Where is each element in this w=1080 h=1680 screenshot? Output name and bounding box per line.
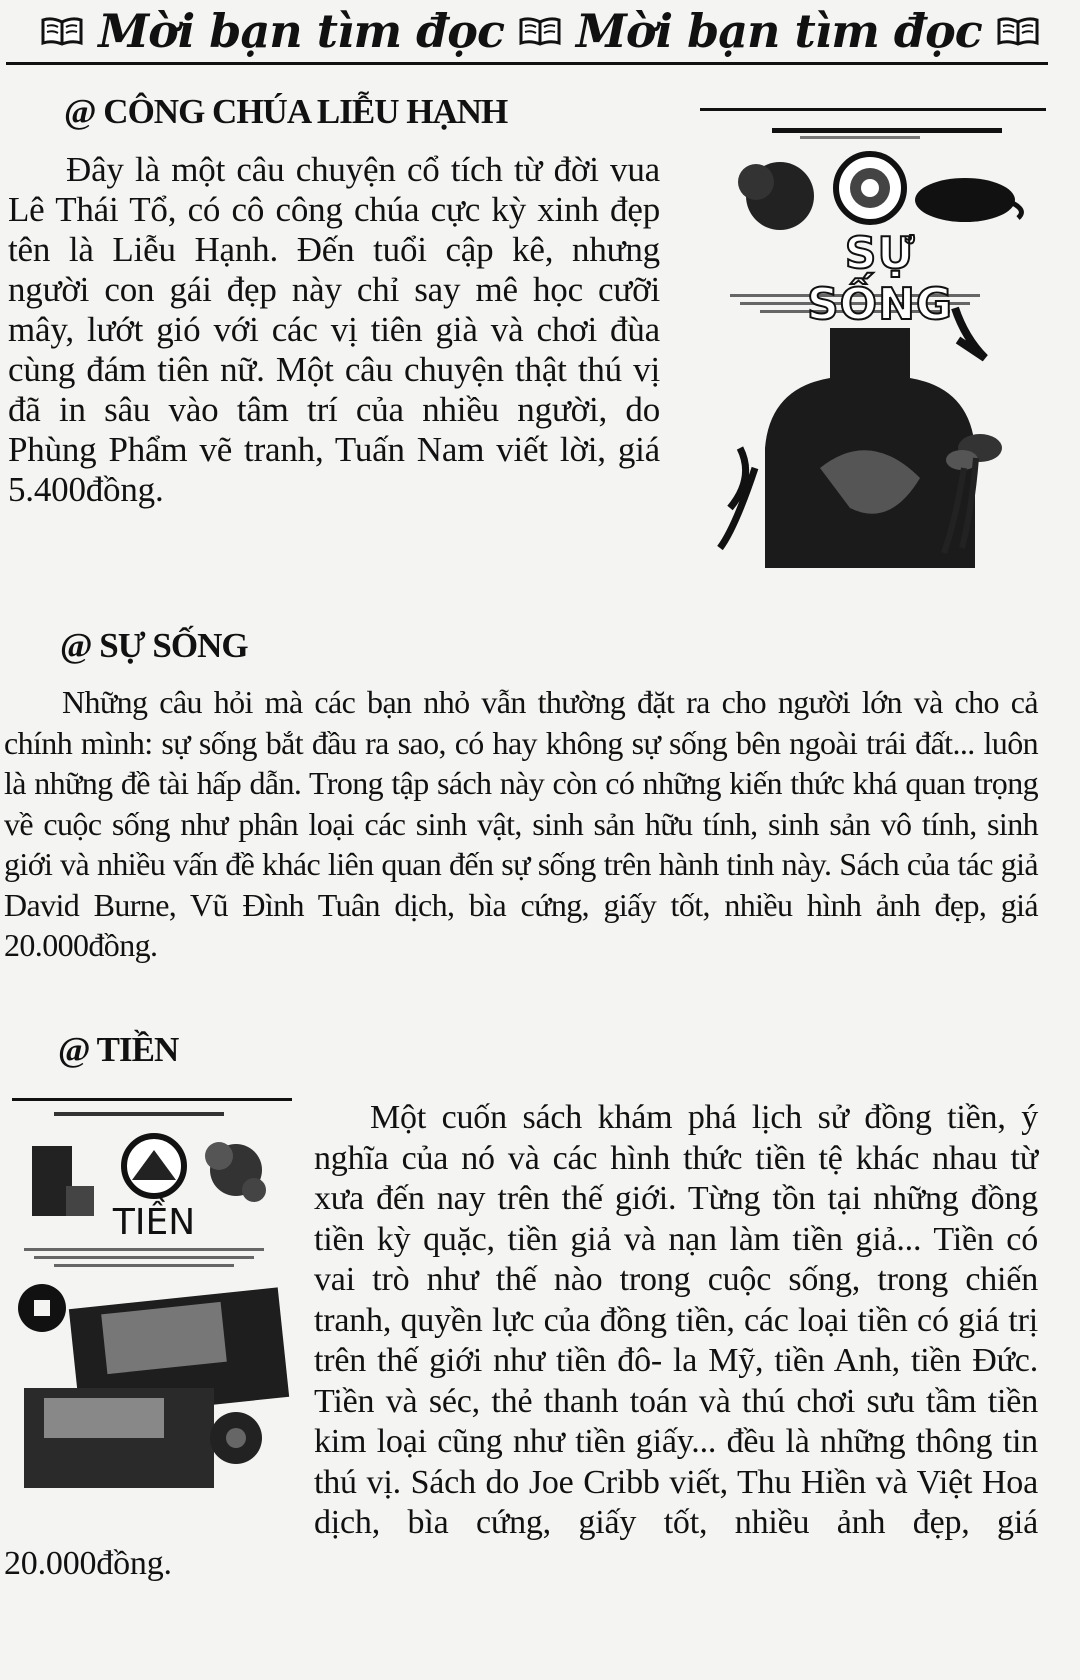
open-book-icon: [518, 16, 562, 46]
article-body-tien-container: [4, 1098, 1038, 1584]
open-book-icon: [996, 16, 1040, 46]
article-body-cong-chua-lieu-hanh: Đây là một câu chuyện cổ tích từ đời vua Lê Thái Tổ, có cô công chúa cực kỳ xinh đẹp tên là Liễu Hạnh. Đến tuổi cập kê, nhưng người con gái đẹp này chỉ say mê học cưỡi mây, lướt gió với các vị tiên già và chơi đùa cùng đám tiên nữ. Một câu chuyện thật thú vị đã in sâu vào tâm trí của nhiều người, do Phùng Phẩm vẽ tranh, Tuấn Nam viết lời, giá 5.400đồng.: [8, 150, 660, 509]
article-title-tien: @ TIỀN: [58, 1030, 179, 1069]
article-body-su-song: Những câu hỏi mà các bạn nhỏ vẫn thường đặt ra cho người lớn và cho cả chính mình: sự sống bắt đầu ra sao, có hay không sự sống bên ngoài trái đất... luôn là những đề tài hấp dẫn. Trong tập sách này còn có những kiến thức khá quan trọng về cuộc sống như phân loại các sinh vật, sinh sản hữu tính, sinh sản vô tính, sinh giới và nhiều vấn đề khác liên quan đến sự sống trên hành tinh này. Sách của tác giả David Burne, Vũ Đình Tuân dịch, bìa cứng, giấy tốt, nhiều hình ảnh đẹp, giá 20.000đồng.: [4, 684, 1038, 963]
book-cover-su-song: [700, 108, 1046, 568]
cover-title-tien: TIỀN: [112, 1202, 196, 1243]
article-body-tien: Một cuốn sách khám phá lịch sử đồng tiền, ý nghĩa của nó và các hình thức tiền tệ khác nhau từ xưa đến nay trên thế giới. Từng tồn tại những đồng tiền kỳ quặc, tiền giả và nạn làm tiền giả... Tiền có vai trò như thế nào trong cuộc sống, trong chiến tranh, quyền lực của đồng tiền, các loại tiền có giá trị trên thế giới như tiền đô- la Mỹ, tiền Anh, tiền Đức. Tiền và séc, thẻ thanh toán và thú chơi sưu tầm tiền kim loại cũng như tiền giấy... đều là những thông tin thú vị. Sách do Joe Cribb viết, Thu Hiền và Việt Hoa dịch, bìa cứng, giấy tốt, nhiều ảnh đẹp, giá 20.000đồng.: [4, 1099, 1038, 1582]
banner-text: Mời bạn tìm đọc: [576, 4, 982, 58]
banner-text: Mời bạn tìm đọc: [98, 4, 504, 58]
article-title-cong-chua-lieu-hanh: @ CÔNG CHÚA LIỄU HẠNH: [64, 92, 508, 131]
header-rule: [6, 62, 1048, 65]
book-cover-tien: [4, 1098, 314, 1508]
article-title-su-song: @ SỰ SỐNG: [60, 626, 248, 665]
cover-title-su-song: SỰ SỐNG: [806, 228, 954, 330]
open-book-icon: [40, 16, 84, 46]
page-banner: [0, 0, 1080, 62]
